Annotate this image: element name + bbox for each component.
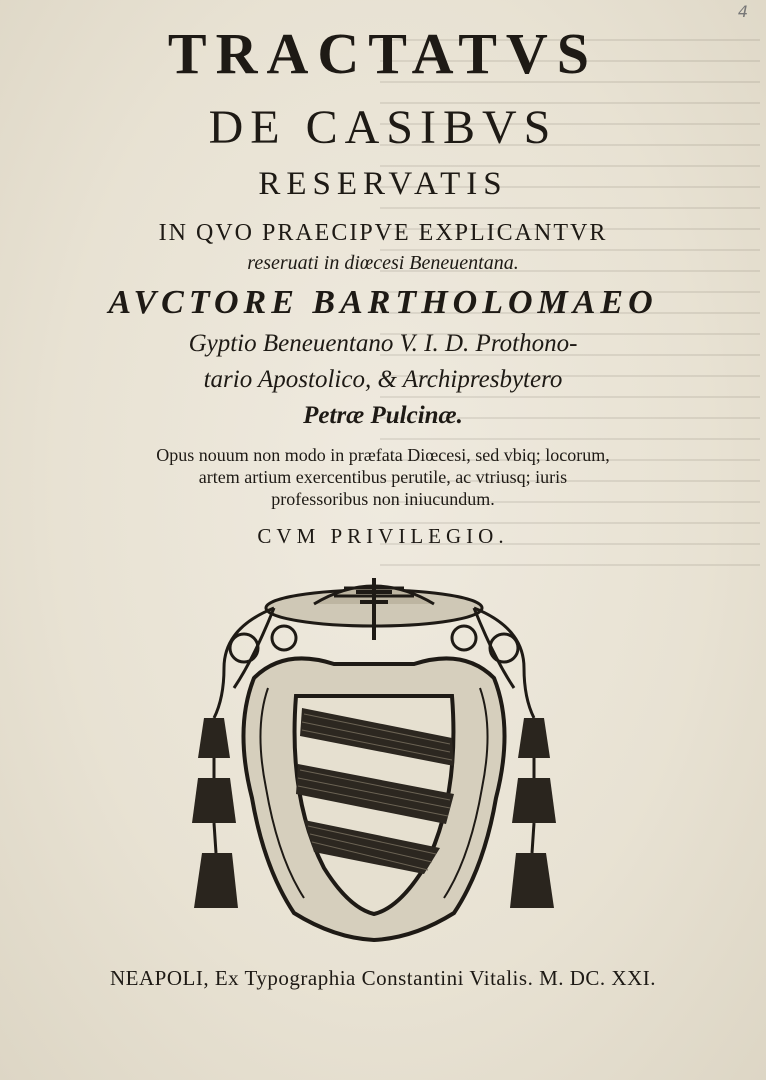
subtitle-line-2: reseruati in diœcesi Beneuentana.: [247, 252, 519, 274]
subtitle-line-1: IN QVO PRAECIPVE EXPLICANTVR: [158, 220, 608, 246]
author-line-1: Gyptio Beneuentano V. I. D. Prothono-: [188, 330, 578, 357]
description-line-1: Opus nouum non modo in præfata Diœcesi, sed vbiq; locorum,: [156, 445, 610, 465]
author-line-3: Petræ Pulcinæ.: [303, 402, 463, 429]
privilege-line: CVM PRIVILEGIO.: [257, 524, 509, 548]
author-heading: AVCTORE BARTHOLOMAEO: [108, 284, 658, 321]
coat-of-arms-woodcut: [184, 568, 564, 948]
page-number: 4: [737, 2, 748, 21]
description-line-2: artem artium exercentibus perutile, ac vtriusq; iuris: [198, 467, 568, 487]
imprint-line: NEAPOLI, Ex Typographia Constantini Vitalis. M. DC. XXI.: [110, 966, 656, 990]
author-line-2: tario Apostolico, & Archipresbytero: [203, 366, 563, 393]
title-line-2: DE CASIBVS: [208, 101, 558, 154]
description-line-3: professoribus non iniucundum.: [271, 489, 495, 509]
title-line-3: RESERVATIS: [258, 166, 508, 202]
title-line-1: TRACTATVS: [167, 21, 599, 86]
